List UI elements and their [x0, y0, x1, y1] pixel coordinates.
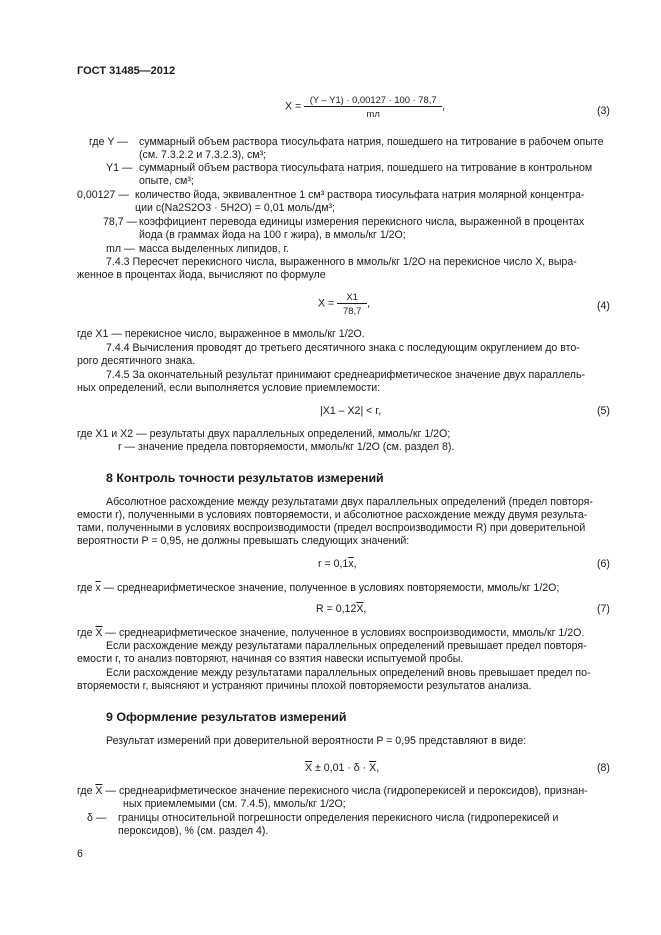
eq8-rest: ± 0,01 · δ · — [312, 762, 370, 774]
def-xbar-result-line1 — [77, 785, 588, 798]
document-header: ГОСТ 31485—2012 — [77, 65, 176, 77]
def6-xbar: $\overline{x}$ — [95, 582, 101, 594]
page-number: 6 — [77, 848, 83, 860]
section-8-para3-line2: вторяемости r, выясняют и устраняют причины плохой повторяемости результатов анализа. — [77, 680, 532, 692]
section-9-title: 9 Оформление результатов измерений — [106, 710, 347, 724]
section-8-para-line1: Абсолютное расхождение между результатами двух параллельных определений (предел повторя- — [106, 496, 593, 508]
eq4-lhs: X = — [318, 297, 335, 310]
para-744-line2: рого десятичного знака. — [77, 355, 196, 367]
equation-6 — [318, 558, 357, 570]
equation-8-number: (8) — [597, 762, 610, 774]
eq3-denominator: mл — [366, 108, 380, 119]
def-xbar-result-line2: ных приемлемыми (см. 7.4.5), ммоль/кг 1/2О; — [123, 798, 346, 810]
section-8-para2-line1: Если расхождение между результатами параллельных определений превышает предел повторя- — [106, 640, 587, 652]
def-00127-line1: количество йода, эквивалентное 1 см³ раствора тиосульфата натрия молярной концентра- — [135, 189, 585, 201]
equation-7-number: (7) — [597, 603, 610, 615]
def-y1-line2: опыте, см³; — [139, 175, 194, 187]
eq8-xbar: $\overline{X}$ — [305, 762, 313, 774]
def7-text: — среднеарифметическое значение, полученное в условиях воспроизводимости, ммоль/кг 1/2О. — [102, 627, 585, 639]
eq4-denominator: 78,7 — [343, 305, 362, 316]
def8-line1: — среднеарифметическое значение перекисного числа (гидроперекисей и пероксидов), признан- — [102, 785, 588, 797]
def8-prefix: где — [77, 785, 96, 797]
def-y-line2: (см. 7.3.2.2 и 7.3.2.3), см³; — [139, 149, 267, 161]
def-00127-line2: ции c(Na2S2O3 · 5H2O) = 0,01 моль/дм³; — [135, 202, 335, 214]
equation-7 — [316, 603, 366, 615]
eq8-xbar2: $\overline{X}$ — [369, 762, 377, 774]
para-745-line1: 7.4.5 За окончательный результат принимают среднеарифметическое значение двух параллель- — [106, 369, 586, 381]
def7-prefix: где — [77, 627, 96, 639]
eq7-tail: , — [363, 603, 367, 615]
equation-8 — [305, 762, 379, 774]
def-x1-x2: где X1 и X2 — результаты двух параллельных определений, ммоль/кг 1/2О; — [77, 428, 451, 440]
def-delta-line2: пероксидов), % (см. раздел 4). — [118, 825, 269, 837]
section-8-para3-line1: Если расхождение между результатами параллельных определений вновь превышает предел по- — [106, 667, 591, 679]
equation-4 — [318, 291, 370, 316]
eq7-lhs: R = 0,12 — [316, 603, 357, 615]
eq8-tail: , — [376, 762, 380, 774]
equation-3-number: (3) — [597, 105, 610, 117]
equation-3 — [285, 94, 445, 119]
equation-5-number: (5) — [597, 405, 610, 417]
eq6-lhs: r = 0,1 — [318, 558, 349, 570]
def-xbar-large — [77, 627, 584, 640]
def-ml-symbol: mл — — [106, 243, 135, 255]
def6-text: — среднеарифметическое значение, полученное в условиях повторяемости, ммоль/кг 1/2О; — [100, 582, 560, 594]
section-8-para2-line2: емости r, то анализ повторяют, начиная со взятия навески испытуемой пробы. — [77, 653, 464, 665]
para-744-line1: 7.4.4 Вычисления проводят до третьего десятичного знака с последующим округлением до вто- — [106, 342, 580, 354]
eq6-xbar: $\overline{x}$ — [348, 558, 354, 570]
equation-6-number: (6) — [597, 558, 610, 570]
def-00127-symbol: 0,00127 — — [77, 189, 129, 201]
def-delta-symbol: δ — — [87, 812, 107, 824]
section-8-para-line3: тами, полученными в условиях воспроизводимости (предел воспроизводимости R) при доверительной — [77, 522, 586, 534]
section-8-para-line2: емости r), полученными в условиях повторяемости, и абсолютное расхождение между двумя результа- — [77, 509, 588, 521]
equation-4-number: (4) — [597, 300, 610, 312]
section-8-para-line4: вероятности P = 0,95, не должны превышать следующих значений: — [77, 535, 410, 547]
def-787-symbol: 78,7 — — [103, 216, 138, 228]
section-8-title: 8 Контроль точности результатов измерений — [106, 471, 384, 485]
eq4-tail: , — [367, 297, 371, 310]
def-787-line1: коэффициент перевода единицы измерения перекисного числа, выраженной в процентах — [139, 216, 585, 228]
def8-xbar: $\overline{X}$ — [95, 785, 103, 797]
section-9-intro: Результат измерений при доверительной вероятности P = 0,95 представляют в виде: — [106, 735, 527, 747]
para-745-line2: ных определений, если выполняется условие приемлемости: — [77, 382, 381, 394]
def7-xbar: $\overline{X}$ — [95, 627, 103, 639]
para-743-line2: женное в процентах йода, вычисляют по формуле — [77, 269, 326, 281]
eq3-numerator: (Y – Y1) · 0,00127 · 100 · 78,7 — [304, 94, 442, 107]
def6-prefix: где — [77, 582, 96, 594]
eq3-tail: , — [442, 100, 446, 113]
def-y1-line1: суммарный объем раствора тиосульфата натрия, пошедшего на титрование в контрольном — [139, 162, 593, 174]
def-ml-line1: масса выделенных липидов, г. — [139, 243, 290, 255]
para-743-line1: 7.4.3 Пересчет перекисного числа, выраженного в ммоль/кг 1/2О на перекисное число X, выра- — [106, 256, 577, 268]
eq4-fraction — [337, 291, 367, 316]
eq3-fraction — [304, 94, 442, 119]
def-y-line1: суммарный объем раствора тиосульфата натрия, пошедшего на титрование в рабочем опыте — [139, 136, 604, 148]
def-x1: где X1 — перекисное число, выраженное в ммоль/кг 1/2О. — [77, 328, 365, 340]
def-delta-line1: границы относительной погрешности определения перекисного числа (гидроперекисей и — [118, 812, 559, 824]
eq3-lhs: X = — [285, 100, 302, 113]
eq7-xbar: $\overline{X}$ — [356, 603, 364, 615]
equation-5: |X1 – X2| < r, — [320, 405, 382, 417]
eq6-tail: , — [353, 558, 357, 570]
def-y-symbol: где Y — — [89, 136, 128, 148]
def-y1-symbol: Y1 — — [106, 162, 133, 174]
def-xbar-small — [77, 582, 559, 595]
def-r: r — значение предела повторяемости, ммоль/кг 1/2О (см. раздел 8). — [118, 441, 455, 453]
eq4-numerator: X1 — [337, 291, 367, 304]
def-787-line2: йода (в граммах йода на 100 г жира), в ммоль/кг 1/2О; — [139, 229, 406, 241]
